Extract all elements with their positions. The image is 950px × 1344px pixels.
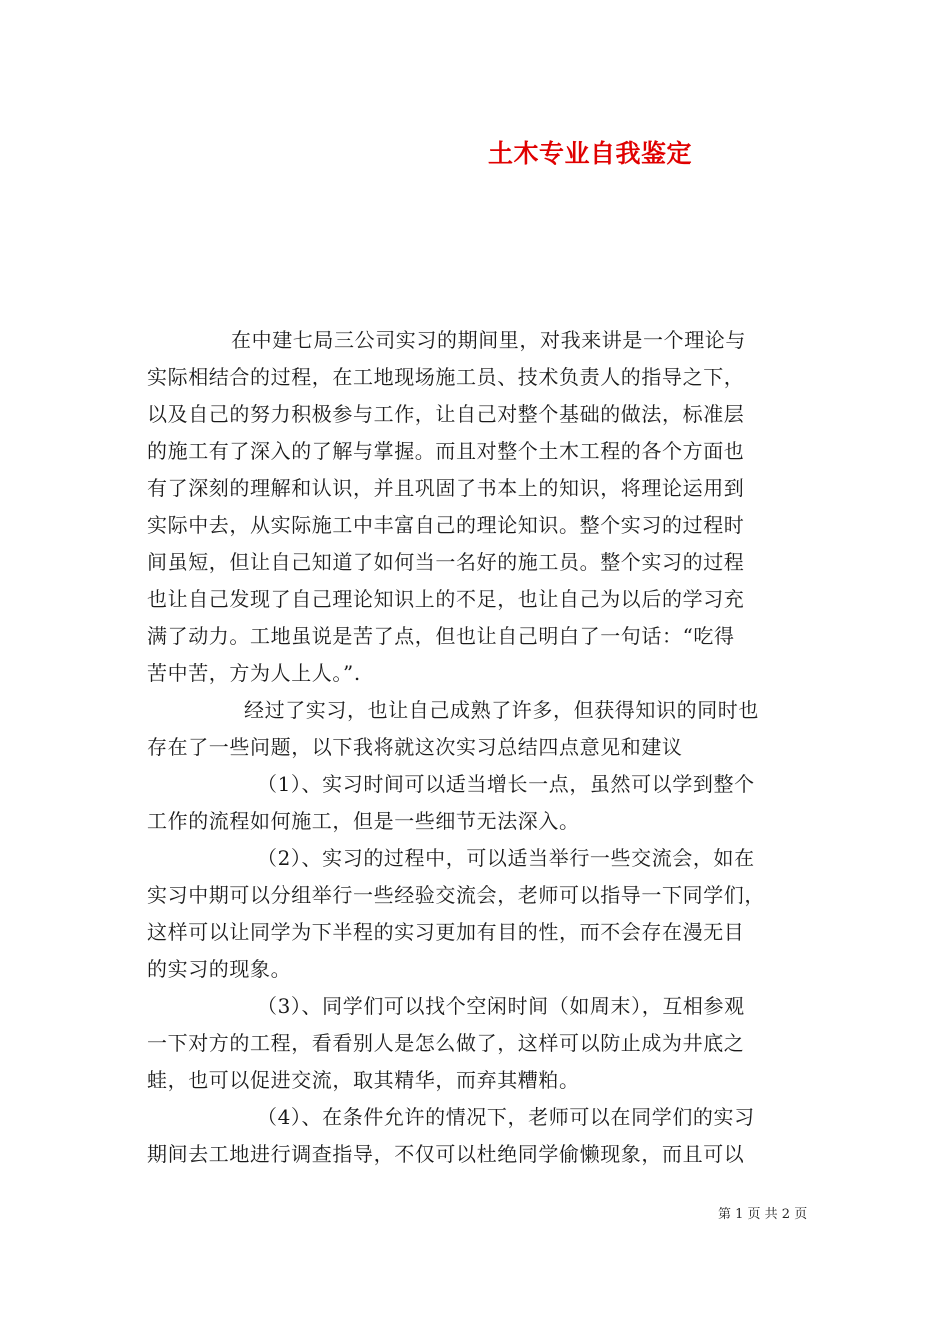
body-line: 实际相结合的过程，在工地现场施工员、技术负责人的指导之下， (147, 365, 745, 389)
body-line: 蛙，也可以促进交流，取其精华，而弃其糟粕。 (147, 1068, 580, 1092)
body-line: 工作的流程如何施工，但是一些细节无法深入。 (147, 809, 580, 833)
body-line: 实习中期可以分组举行一些经验交流会，老师可以指导一下同学们， (147, 883, 765, 907)
body-line: 的施工有了深入的了解与掌握。而且对整个土木工程的各个方面也 (147, 439, 745, 463)
body-line: 在中建七局三公司实习的期间里，对我来讲是一个理论与 (231, 328, 746, 352)
body-line: 苦中苦，方为人上人。”. (147, 661, 361, 685)
body-line: 有了深刻的理解和认识，并且巩固了书本上的知识，将理论运用到 (147, 476, 745, 500)
body-line: 经过了实习，也让自己成熟了许多，但获得知识的同时也 (244, 698, 759, 722)
body-line: 期间去工地进行调查指导，不仅可以杜绝同学偷懒现象，而且可以 (147, 1142, 745, 1166)
body-line: （3）、同学们可以找个空闲时间（如周末），互相参观 (257, 994, 745, 1018)
document-title: 土木专业自我鉴定 (488, 139, 693, 168)
document-body (147, 322, 827, 1173)
body-line: 间虽短，但让自己知道了如何当一名好的施工员。整个实习的过程 (147, 550, 745, 574)
body-line: 也让自己发现了自己理论知识上的不足，也让自己为以后的学习充 (147, 587, 745, 611)
body-line: 满了动力。工地虽说是苦了点，但也让自己明白了一句话：“吃得 (147, 624, 735, 648)
body-line: 实际中去，从实际施工中丰富自己的理论知识。整个实习的过程时 (147, 513, 745, 537)
body-line: 一下对方的工程，看看别人是怎么做了，这样可以防止成为井底之 (147, 1031, 745, 1055)
body-line: 以及自己的努力积极参与工作，让自己对整个基础的做法，标准层 (147, 402, 745, 426)
page-number: 第 1 页 共 2 页 (718, 1207, 808, 1222)
body-line: 这样可以让同学为下半程的实习更加有目的性，而不会存在漫无目 (147, 920, 745, 944)
body-line: （1）、实习时间可以适当增长一点，虽然可以学到整个 (257, 772, 755, 796)
body-line: 的实习的现象。 (147, 957, 292, 981)
body-line: （4）、在条件允许的情况下，老师可以在同学们的实习 (257, 1105, 755, 1129)
body-line: （2）、实习的过程中，可以适当举行一些交流会，如在 (257, 846, 755, 870)
body-line: 存在了一些问题，以下我将就这次实习总结四点意见和建议 (147, 735, 683, 759)
